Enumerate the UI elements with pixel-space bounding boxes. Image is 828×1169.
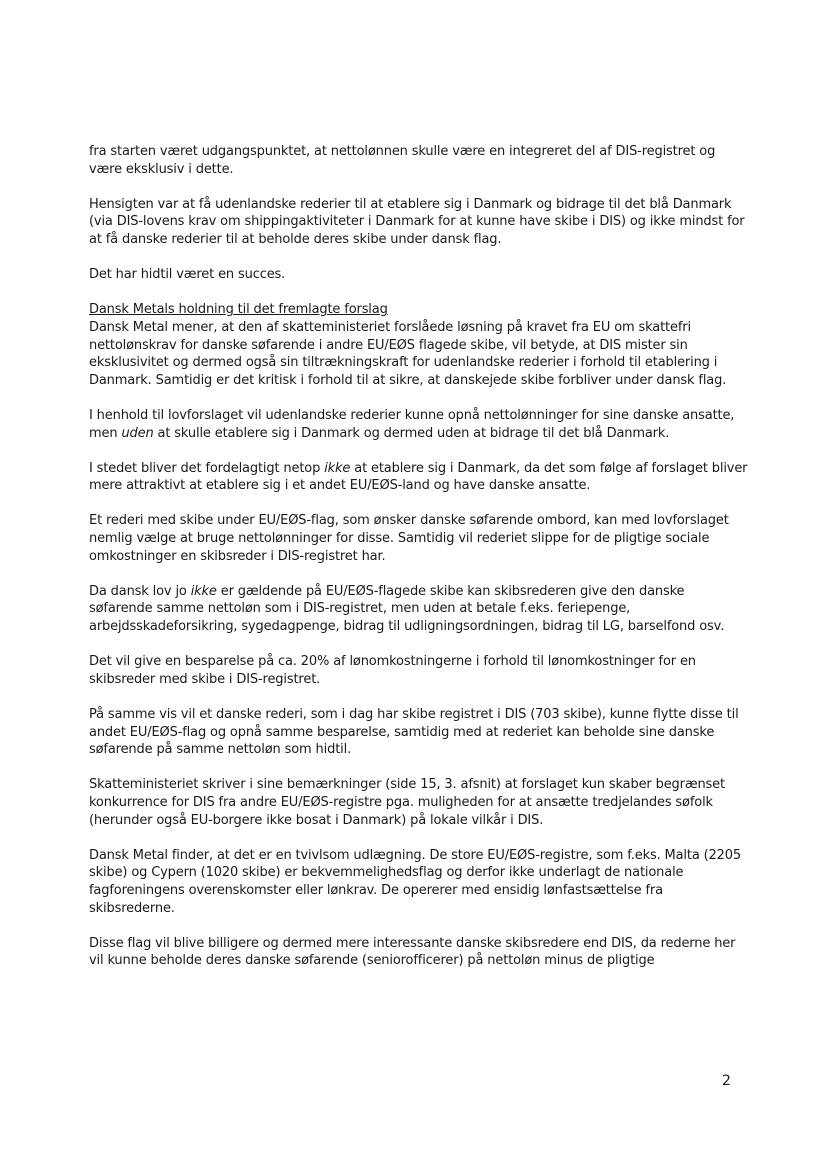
body-text: er gældende på EU/EØS-flagede skibe kan skibsrederen give den danske søfarende samme nettoløn som i DIS-registret, men uden at betale f.eks. feriepenge, arbejdsskadeforsikring, sygedagpenge, bidrag til udligningsordningen, bidrag til LG, barselfond osv.: [89, 583, 725, 635]
body-text: Da dansk lov jo: [89, 583, 191, 599]
paragraph: [89, 935, 749, 970]
paragraph: [89, 776, 749, 829]
paragraph: [89, 847, 749, 917]
body-text: Dansk Metal mener, at den af skatteministeriet forslåede løsning på kravet fra EU om skattefri nettolønskrav for danske søfarende i andre EU/EØS flagede skibe, vil betyde, at DIS mister sin eksklusivitet og dermed også sin tiltrækningskraft for udenlandske rederier i forhold til etablering i Danmark. Samtidig er det kritisk i forhold til at sikre, at danskejede skibe forbliver under dansk flag.: [89, 319, 727, 388]
paragraph: [89, 266, 749, 284]
body-text: På samme vis vil et danske rederi, som i dag har skibe registret i DIS (703 skibe), kunne flytte disse til andet EU/EØS-flag og opnå samme besparelse, samtidig med at rederiet kan beholde sine danske søfarende på samme nettoløn som hidtil.: [89, 707, 739, 758]
paragraph: [89, 143, 749, 178]
body-text: Dansk Metal finder, at det er en tvivlsom udlægning. De store EU/EØS-registre, som f.eks. Malta (2205 skibe) og Cypern (1020 skibe) er bekvemmelighedsflag og derfor ikke underlagt de nationale fagforeningens overenskomster eller lønkrav. De opererer med ensidig lønfastsættelse fra skibsrederne.: [89, 847, 742, 916]
paragraph: [89, 583, 749, 636]
paragraph: [89, 196, 749, 249]
body-text: Skatteministeriet skriver i sine bemærkninger (side 15, 3. afsnit) at forslaget kun skaber begrænset konkurrence for DIS fra andre EU/EØS-registre pga. muligheden for at ansætte tredjelandes søfolk (herunder også EU-borgere ikke bosat i Danmark) på lokale vilkår i DIS.: [89, 777, 725, 828]
paragraph: [89, 460, 749, 495]
body-text: at skulle etablere sig i Danmark og dermed uden at bidrage til det blå Danmark.: [153, 425, 670, 441]
emphasis-text: ikke: [190, 583, 217, 599]
body-text: Disse flag vil blive billigere og dermed mere interessante danske skibsredere end DIS, da rederne her vil kunne beholde deres danske søfarende (seniorofficerer) på nettoløn minus de pligtige: [89, 935, 736, 969]
paragraph: [89, 512, 749, 565]
emphasis-text: ikke: [324, 460, 351, 476]
body-text: I stedet bliver det fordelagtigt netop: [89, 460, 325, 476]
document-body: [89, 143, 749, 988]
body-text: at etablere sig i Danmark, da det som følge af forslaget bliver mere attraktivt at etablere sig i et andet EU/EØS-land og have danske ansatte.: [89, 460, 748, 494]
body-text: I henhold til lovforslaget vil udenlandske rederier kunne opnå nettolønninger for sine danske ansatte, men: [89, 407, 735, 441]
body-text: fra starten været udgangspunktet, at nettolønnen skulle være en integreret del af DIS-registret og være eksklusiv i dette.: [89, 144, 716, 177]
section-heading: Dansk Metals holdning til det fremlagte forslag: [89, 302, 388, 318]
page-number: 2: [722, 1073, 731, 1089]
paragraph: [89, 706, 749, 759]
emphasis-text: uden: [121, 425, 154, 441]
body-text: Det vil give en besparelse på ca. 20% af lønomkostningerne i forhold til lønomkostninger for en skibsreder med skibe i DIS-registret.: [89, 654, 696, 687]
paragraph: [89, 653, 749, 688]
body-text: Et rederi med skibe under EU/EØS-flag, som ønsker danske søfarende ombord, kan med lovforslaget nemlig vælge at bruge nettolønninger for disse. Samtidig vil rederiet slippe for de pligtige sociale omkostninger en skibsreder i DIS-registret har.: [89, 513, 729, 564]
paragraph: [89, 301, 749, 389]
body-text: Hensigten var at få udenlandske rederier til at etablere sig i Danmark og bidrage til det blå Danmark (via DIS-lovens krav om shippingaktiviteter i Danmark for at kunne have skibe i DIS) og ikke mindst for at få danske rederier til at beholde deres skibe under dansk flag.: [89, 196, 745, 247]
paragraph: [89, 407, 749, 442]
body-text: Det har hidtil været en succes.: [89, 267, 286, 283]
